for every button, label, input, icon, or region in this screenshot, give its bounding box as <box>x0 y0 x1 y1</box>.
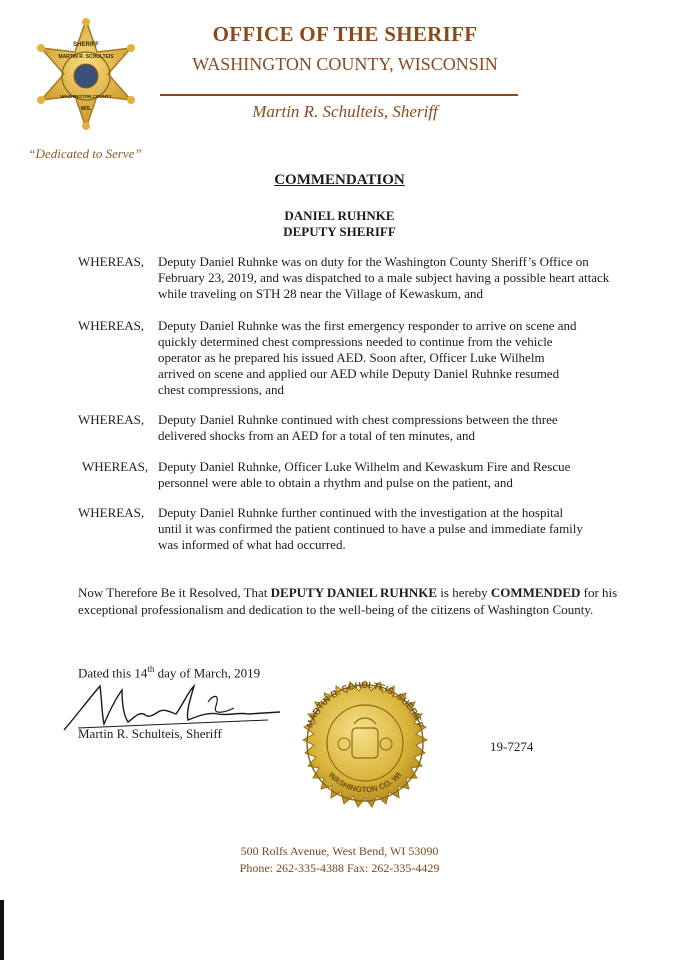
clause-line: while traveling on STH 28 near the Village of Kewaskum, and <box>158 286 483 301</box>
resolution-name: DEPUTY DANIEL RUHNKE <box>270 585 438 600</box>
clause-line: quickly determined chest compressions needed to continue from the vehicle <box>158 334 553 349</box>
gold-seal-icon <box>284 662 446 824</box>
clause-line: Deputy Daniel Ruhnke further continued with the investigation at the hospital <box>158 505 564 520</box>
clause-line: February 23, 2019, and was dispatched to a male subject having a possible heart attack <box>158 270 610 285</box>
scan-edge-mark <box>0 900 4 960</box>
clause-label: WHEREAS, <box>78 318 145 333</box>
county-line: WASHINGTON COUNTY, WISCONSIN <box>192 54 498 74</box>
sheriff-name: Martin R. Schulteis, Sheriff <box>252 102 438 121</box>
clause-line: was informed of what had occurred. <box>158 537 346 552</box>
header-divider <box>160 94 518 96</box>
footer-phone: Phone: 262-335-4388 Fax: 262-335-4429 <box>239 861 440 875</box>
resolution-rest: for his exceptional professionalism and dedication to the well-being of the citizens of Washington County. <box>78 585 618 617</box>
clause-line: delivered shocks from an AED for a total of ten minutes, and <box>158 428 475 443</box>
resolution-paragraph <box>78 584 638 618</box>
clause-line: operator as he prepared his issued AED. Soon after, Officer Luke Wilhelm <box>158 350 545 365</box>
clause-line: personnel were able to obtain a rhythm and pulse on the patient, and <box>158 475 513 490</box>
seal-top-text: MARTIN R. SCHULTEIS, SHERIFF <box>304 679 426 730</box>
seal-bottom-text: WASHINGTON CO. WI <box>326 770 404 795</box>
clause-line: chest compressions, and <box>158 382 285 397</box>
badge-county-text: WASHINGTON COUNTY <box>60 94 112 99</box>
clause-line: Deputy Daniel Ruhnke, Officer Luke Wilhelm and Kewaskum Fire and Rescue <box>158 459 571 474</box>
dated-prefix: Dated this 14 <box>78 665 148 681</box>
clause-text <box>158 318 648 398</box>
badge-top-text: SHERIFF <box>73 42 99 48</box>
clause-label: WHEREAS, <box>78 505 145 520</box>
clause-line: arrived on scene and applied our AED while Deputy Daniel Ruhnke resumed <box>158 366 560 381</box>
footer-address: 500 Rolfs Avenue, West Bend, WI 53090 <box>240 844 439 858</box>
case-number: 19-7274 <box>490 739 534 754</box>
clause-label: WHEREAS, <box>78 412 145 427</box>
resolution-intro: Now Therefore Be it Resolved, That <box>78 585 271 600</box>
office-title: OFFICE OF THE SHERIFF <box>212 22 478 46</box>
honoree-name: DANIEL RUHNKE <box>284 208 395 223</box>
sheriff-star-badge-icon <box>30 18 142 130</box>
clause-label: WHEREAS, <box>82 459 149 474</box>
clause-line: Deputy Daniel Ruhnke continued with chest compressions between the three <box>158 412 558 427</box>
clause-line: until it was confirmed the patient continued to have a pulse and immediate family <box>158 521 583 536</box>
signer-name: Martin R. Schulteis, Sheriff <box>78 726 222 741</box>
clause-text <box>158 254 648 302</box>
clause-text <box>158 459 648 491</box>
honoree-title: DEPUTY SHERIFF <box>283 224 396 239</box>
clause-label: WHEREAS, <box>78 254 145 269</box>
clause-line: Deputy Daniel Ruhnke was on duty for the Washington County Sheriff’s Office on <box>158 254 589 269</box>
document-title: COMMENDATION <box>274 172 405 188</box>
resolution-action: COMMENDED <box>490 585 581 600</box>
badge-name-text: MARTIN R. SCHULTEIS <box>58 54 114 60</box>
resolution-middle: is hereby <box>437 585 491 600</box>
badge-state-text: WIS. <box>80 106 92 112</box>
dated-suffix: th <box>147 664 155 674</box>
clause-line: Deputy Daniel Ruhnke was the first emergency responder to arrive on scene and <box>158 318 577 333</box>
clause-text <box>158 412 648 444</box>
dated-rest: day of March, 2019 <box>154 665 261 681</box>
tagline: “Dedicated to Serve” <box>28 146 142 161</box>
clause-text <box>158 505 648 553</box>
